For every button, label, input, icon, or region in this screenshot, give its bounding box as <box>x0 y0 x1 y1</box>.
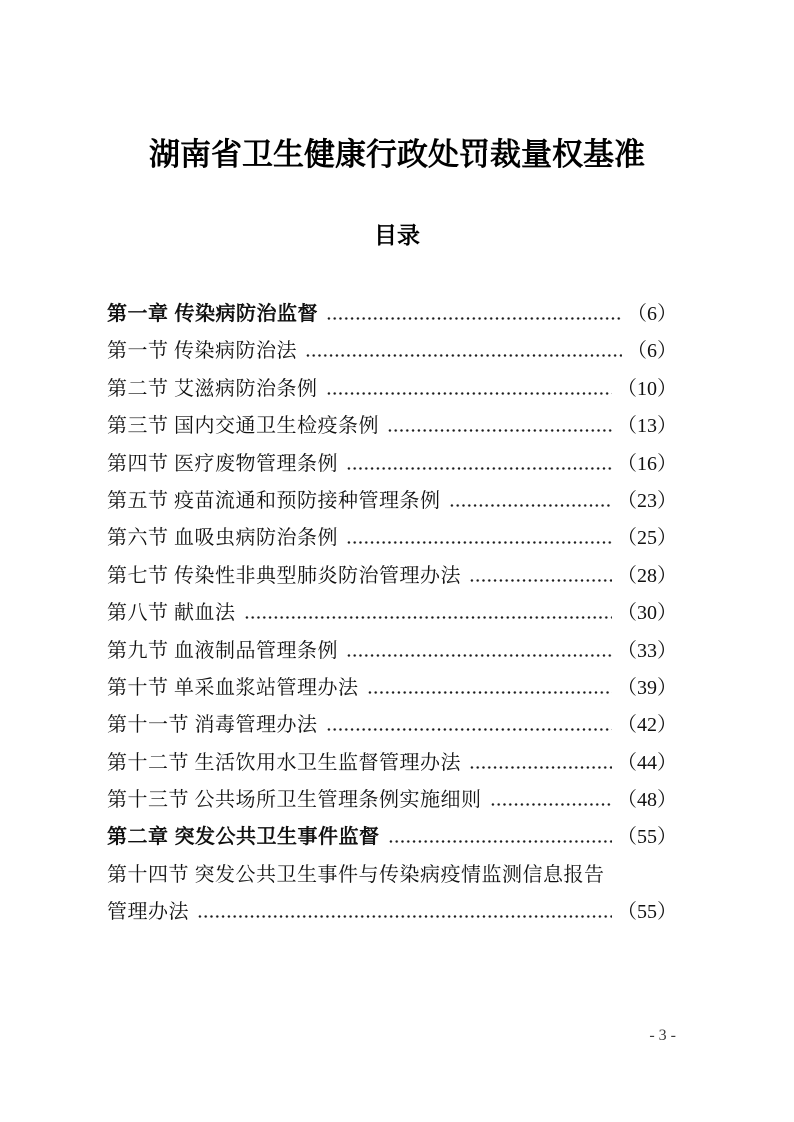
toc-entry <box>107 857 677 894</box>
toc-entry-page-number: （30） <box>617 602 677 625</box>
dot-leader <box>490 803 613 806</box>
dot-leader <box>346 654 612 657</box>
toc-entry-label: 第一节 传染病防治法 <box>107 340 297 363</box>
toc-entry <box>107 595 677 632</box>
toc-entry <box>107 819 677 856</box>
toc-entry <box>107 707 677 744</box>
toc-entry-page-number: （10） <box>617 377 677 400</box>
toc-entry-label: 管理办法 <box>107 901 189 924</box>
dot-leader <box>305 354 622 357</box>
toc-entry-label: 第十二节 生活饮用水卫生监督管理办法 <box>107 751 461 774</box>
toc-entry <box>107 558 677 595</box>
toc-entry <box>107 520 677 557</box>
toc-entry <box>107 745 677 782</box>
toc-entry-label: 第十四节 突发公共卫生事件与传染病疫情监测信息报告 <box>107 863 605 886</box>
toc-entry-page-number: （33） <box>617 639 677 662</box>
toc-entry <box>107 670 677 707</box>
dot-leader <box>346 541 612 544</box>
toc-entry-label: 第四节 医疗废物管理条例 <box>107 452 338 475</box>
toc-entry <box>107 296 677 333</box>
toc-entry-label: 第十三节 公共场所卫生管理条例实施细则 <box>107 789 482 812</box>
toc-entry-page-number: （39） <box>617 676 677 699</box>
toc-entry-label: 第二章 突发公共卫生事件监督 <box>107 826 380 849</box>
document-title: 湖南省卫生健康行政处罚裁量权基准 <box>149 137 645 172</box>
dot-leader <box>197 915 612 918</box>
dot-leader <box>388 840 612 843</box>
dot-leader <box>326 392 613 395</box>
dot-leader <box>449 504 613 507</box>
toc-entry <box>107 782 677 819</box>
toc-entry-label: 第八节 献血法 <box>107 602 236 625</box>
toc-entry-label: 第二节 艾滋病防治条例 <box>107 377 318 400</box>
table-of-contents <box>107 296 677 932</box>
footer-page-number: - 3 - <box>649 1027 676 1044</box>
toc-entry-label: 第九节 血液制品管理条例 <box>107 639 338 662</box>
toc-entry-page-number: （23） <box>617 489 677 512</box>
toc-entry-page-number: （16） <box>617 452 677 475</box>
toc-entry-label: 第六节 血吸虫病防治条例 <box>107 527 338 550</box>
dot-leader <box>469 579 612 582</box>
toc-entry-page-number: （55） <box>617 826 677 849</box>
dot-leader <box>346 467 612 470</box>
dot-leader <box>244 616 613 619</box>
toc-entry-page-number: （48） <box>617 789 677 812</box>
toc-entry <box>107 371 677 408</box>
toc-heading: 目录 <box>374 222 420 248</box>
toc-entry-page-number: （44） <box>617 751 677 774</box>
toc-entry <box>107 894 677 931</box>
toc-entry-page-number: （28） <box>617 564 677 587</box>
toc-entry <box>107 633 677 670</box>
toc-entry-label: 第十一节 消毒管理办法 <box>107 714 318 737</box>
toc-entry <box>107 333 677 370</box>
toc-entry <box>107 446 677 483</box>
toc-entry <box>107 408 677 445</box>
toc-entry-page-number: （13） <box>617 415 677 438</box>
dot-leader <box>367 691 613 694</box>
toc-entry-page-number: （25） <box>617 527 677 550</box>
dot-leader <box>469 766 612 769</box>
toc-entry-page-number: （55） <box>617 901 677 924</box>
dot-leader <box>387 429 612 432</box>
toc-entry-label: 第十节 单采血浆站管理办法 <box>107 676 359 699</box>
toc-entry-label: 第一章 传染病防治监督 <box>107 303 319 325</box>
toc-entry-page-number: （42） <box>617 714 677 737</box>
dot-leader <box>326 317 622 320</box>
toc-entry-label: 第七节 传染性非典型肺炎防治管理办法 <box>107 564 461 587</box>
dot-leader <box>326 728 613 731</box>
toc-entry <box>107 483 677 520</box>
toc-entry-label: 第五节 疫苗流通和预防接种管理条例 <box>107 489 441 512</box>
toc-entry-page-number: （6） <box>627 303 677 325</box>
toc-entry-label: 第三节 国内交通卫生检疫条例 <box>107 415 379 438</box>
toc-entry-page-number: （6） <box>627 340 677 363</box>
